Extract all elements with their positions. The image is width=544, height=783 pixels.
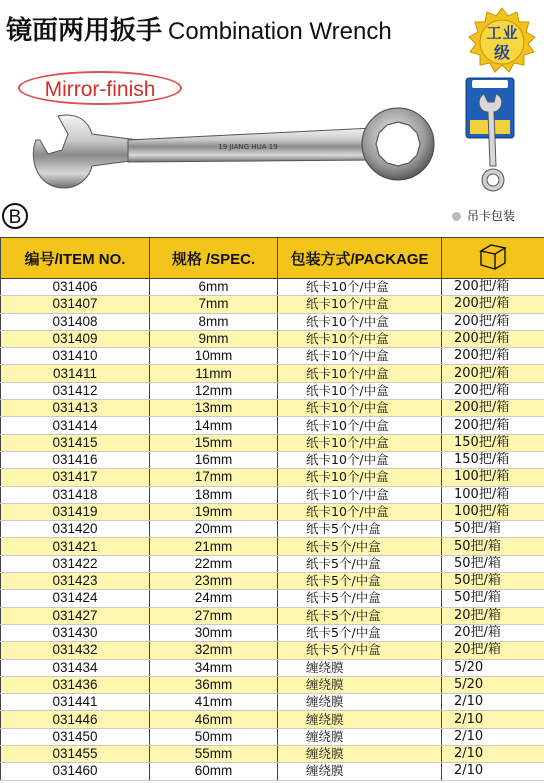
carton-qty-cell: 100把/箱 [442,486,544,503]
package-cell: 纸卡5个/中盒 [278,607,442,624]
spec-cell: 11mm [150,365,278,382]
carton-qty-cell: 50把/箱 [442,555,544,572]
table-row [1,434,544,451]
table-row [1,659,544,676]
table-row [1,486,544,503]
package-cell: 纸卡10个/中盒 [278,451,442,468]
carton-qty-cell: 50把/箱 [442,573,544,590]
carton-qty-cell: 150把/箱 [442,434,544,451]
package-cell: 纸卡5个/中盒 [278,624,442,641]
col-spec: 规格 /SPEC. [150,238,278,279]
spec-cell: 18mm [150,486,278,503]
box-icon [477,241,509,271]
hanging-card-label: 吊卡包装 [467,209,516,223]
table-row [1,590,544,607]
spec-cell: 20mm [150,521,278,538]
carton-qty-cell: 200把/箱 [442,296,544,313]
package-cell: 纸卡5个/中盒 [278,521,442,538]
item-no-cell: 031408 [1,313,150,330]
table-row [1,417,544,434]
package-cell: 缠绕膜 [278,728,442,745]
spec-cell: 34mm [150,659,278,676]
item-no-cell: 031421 [1,538,150,555]
package-cell: 纸卡5个/中盒 [278,573,442,590]
industrial-grade-badge-icon [466,6,538,78]
carton-qty-cell: 150把/箱 [442,451,544,468]
item-no-cell: 031434 [1,659,150,676]
package-cell: 纸卡10个/中盒 [278,417,442,434]
carton-qty-cell: 20把/箱 [442,642,544,659]
carton-qty-cell: 20把/箱 [442,607,544,624]
package-cell: 纸卡5个/中盒 [278,590,442,607]
spec-cell: 23mm [150,573,278,590]
item-no-cell: 031416 [1,451,150,468]
item-no-cell: 031417 [1,469,150,486]
table-row [1,348,544,365]
section-b-mark: B [2,203,28,229]
spec-cell: 14mm [150,417,278,434]
table-row [1,607,544,624]
hanging-card-package-image [462,76,518,216]
carton-qty-cell: 100把/箱 [442,503,544,520]
spec-cell: 17mm [150,469,278,486]
item-no-cell: 031422 [1,555,150,572]
table-row [1,313,544,330]
spec-cell: 46mm [150,711,278,728]
table-row [1,469,544,486]
item-no-cell: 031424 [1,590,150,607]
table-row [1,365,544,382]
carton-qty-cell: 200把/箱 [442,382,544,399]
spec-cell: 27mm [150,607,278,624]
table-row [1,279,544,296]
item-no-cell: 031436 [1,676,150,693]
table-row [1,296,544,313]
carton-qty-cell: 50把/箱 [442,590,544,607]
spec-cell: 16mm [150,451,278,468]
table-row [1,746,544,763]
table-row [1,382,544,399]
col-package: 包装方式/PACKAGE [278,238,442,279]
item-no-cell: 031419 [1,503,150,520]
carton-qty-cell: 200把/箱 [442,330,544,347]
package-cell: 纸卡10个/中盒 [278,382,442,399]
table-header-row [1,238,544,279]
carton-qty-cell: 2/10 [442,711,544,728]
carton-qty-cell: 2/10 [442,728,544,745]
title-cn: 镜面两用扳手 [6,16,163,46]
spec-cell: 10mm [150,348,278,365]
package-cell: 纸卡10个/中盒 [278,434,442,451]
spec-cell: 8mm [150,313,278,330]
item-no-cell: 031460 [1,763,150,780]
table-row [1,330,544,347]
carton-qty-cell: 200把/箱 [442,365,544,382]
item-no-cell: 031406 [1,279,150,296]
spec-cell: 41mm [150,694,278,711]
bullet-dot-icon [452,212,461,221]
package-cell: 纸卡10个/中盒 [278,486,442,503]
spec-cell: 15mm [150,434,278,451]
wrench-marking: 19 JIANG HUA 19 [218,143,278,151]
package-cell: 缠绕膜 [278,676,442,693]
badge-char-3: 级 [493,43,511,62]
table-row [1,503,544,520]
carton-qty-cell: 200把/箱 [442,417,544,434]
spec-cell: 50mm [150,728,278,745]
package-cell: 纸卡10个/中盒 [278,330,442,347]
item-no-cell: 031411 [1,365,150,382]
package-cell: 纸卡10个/中盒 [278,365,442,382]
spec-cell: 9mm [150,330,278,347]
table-row [1,555,544,572]
carton-qty-cell: 200把/箱 [442,348,544,365]
item-no-cell: 031409 [1,330,150,347]
table-row [1,451,544,468]
item-no-cell: 031420 [1,521,150,538]
item-no-cell: 031407 [1,296,150,313]
title-en: Combination Wrench [168,18,392,45]
spec-cell: 22mm [150,555,278,572]
package-cell: 纸卡10个/中盒 [278,296,442,313]
carton-qty-cell: 200把/箱 [442,279,544,296]
spec-cell: 55mm [150,746,278,763]
spec-cell: 7mm [150,296,278,313]
table-row [1,573,544,590]
item-no-cell: 031427 [1,607,150,624]
carton-qty-cell: 50把/箱 [442,538,544,555]
carton-qty-cell: 100把/箱 [442,469,544,486]
table-row [1,728,544,745]
package-cell: 纸卡10个/中盒 [278,469,442,486]
carton-qty-cell: 200把/箱 [442,400,544,417]
spec-cell: 6mm [150,279,278,296]
hanging-card-caption [452,207,515,224]
item-no-cell: 031430 [1,624,150,641]
table-row [1,400,544,417]
table-row [1,676,544,693]
spec-cell: 30mm [150,624,278,641]
table-row [1,538,544,555]
carton-qty-cell: 2/10 [442,694,544,711]
table-row [1,711,544,728]
package-cell: 纸卡10个/中盒 [278,503,442,520]
package-cell: 缠绕膜 [278,694,442,711]
table-row [1,624,544,641]
package-cell: 纸卡10个/中盒 [278,400,442,417]
package-cell: 缠绕膜 [278,659,442,676]
item-no-cell: 031432 [1,642,150,659]
item-no-cell: 031415 [1,434,150,451]
table-row [1,521,544,538]
package-cell: 纸卡10个/中盒 [278,279,442,296]
carton-qty-cell: 5/20 [442,659,544,676]
wrench-image [28,100,438,205]
package-cell: 缠绕膜 [278,711,442,728]
item-no-cell: 031413 [1,400,150,417]
page-title [6,10,392,47]
spec-cell: 36mm [150,676,278,693]
item-no-cell: 031423 [1,573,150,590]
item-no-cell: 031418 [1,486,150,503]
item-no-cell: 031414 [1,417,150,434]
spec-cell: 13mm [150,400,278,417]
col-carton [442,238,544,279]
table-row [1,642,544,659]
badge-char-1: 工 [486,24,502,42]
package-cell: 缠绕膜 [278,746,442,763]
spec-table [0,237,544,781]
col-item-no: 编号/ITEM NO. [1,238,150,279]
carton-qty-cell: 2/10 [442,763,544,780]
item-no-cell: 031441 [1,694,150,711]
item-no-cell: 031410 [1,348,150,365]
mirror-finish-label: Mirror-finish [18,71,182,105]
package-cell: 纸卡5个/中盒 [278,642,442,659]
spec-cell: 60mm [150,763,278,780]
badge-char-2: 业 [502,24,518,42]
item-no-cell: 031455 [1,746,150,763]
item-no-cell: 031450 [1,728,150,745]
carton-qty-cell: 200把/箱 [442,313,544,330]
spec-cell: 32mm [150,642,278,659]
package-cell: 纸卡5个/中盒 [278,538,442,555]
table-row [1,763,544,780]
item-no-cell: 031412 [1,382,150,399]
carton-qty-cell: 2/10 [442,746,544,763]
package-cell: 缠绕膜 [278,763,442,780]
spec-cell: 24mm [150,590,278,607]
spec-cell: 21mm [150,538,278,555]
package-cell: 纸卡10个/中盒 [278,348,442,365]
package-cell: 纸卡10个/中盒 [278,313,442,330]
carton-qty-cell: 5/20 [442,676,544,693]
carton-qty-cell: 20把/箱 [442,624,544,641]
item-no-cell: 031446 [1,711,150,728]
package-cell: 纸卡5个/中盒 [278,555,442,572]
spec-cell: 19mm [150,503,278,520]
table-row [1,694,544,711]
carton-qty-cell: 50把/箱 [442,521,544,538]
spec-cell: 12mm [150,382,278,399]
